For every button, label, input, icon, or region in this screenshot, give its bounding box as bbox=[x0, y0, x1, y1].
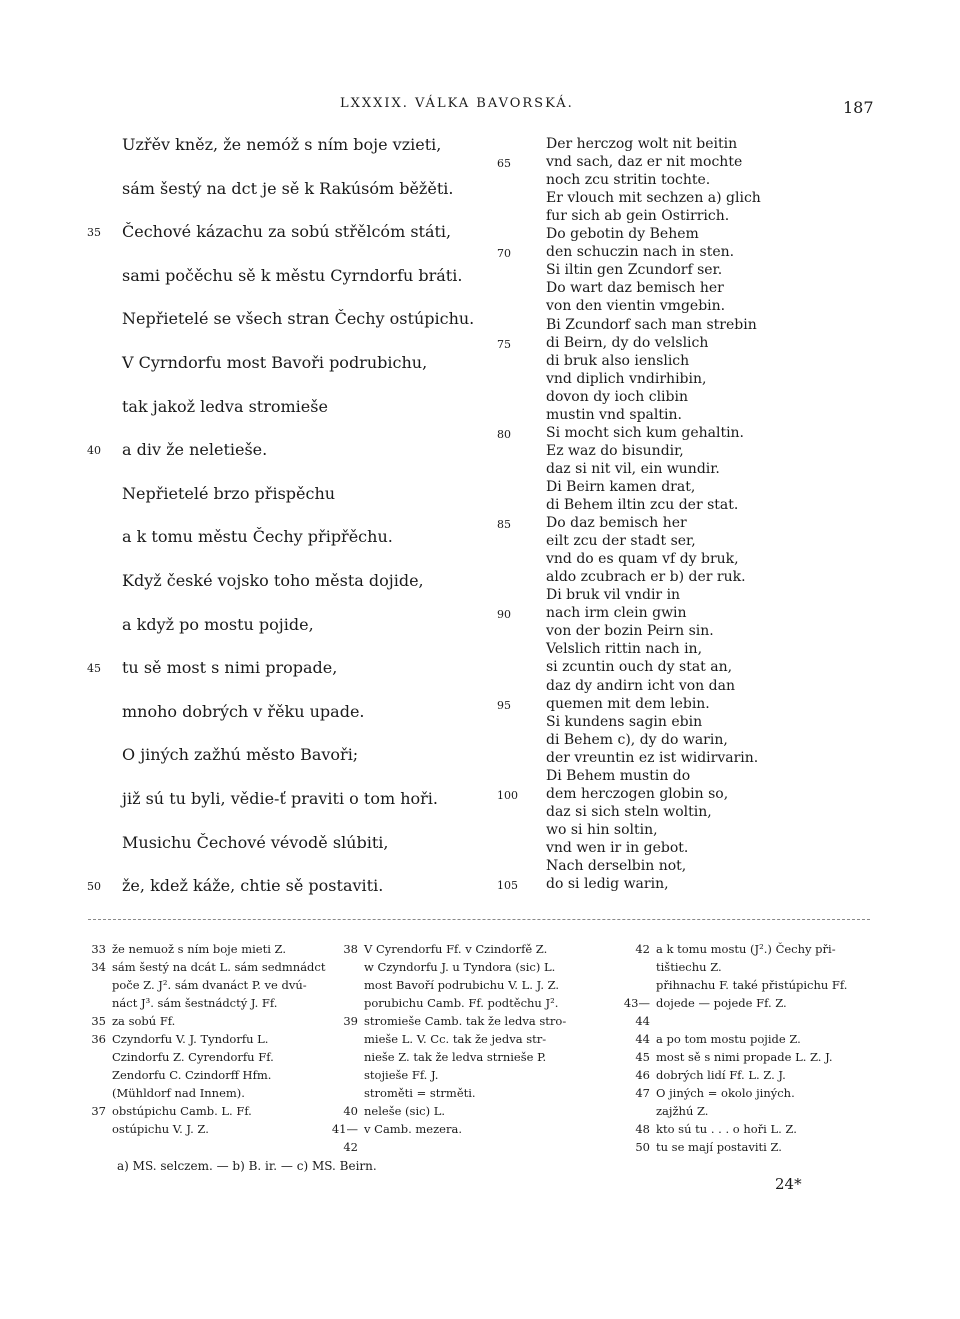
german-verse-line: vnd sach, daz er nit mochte bbox=[546, 154, 743, 171]
czech-verse-line: V Cyrndorfu most Bavoři podrubichu, bbox=[122, 353, 428, 372]
german-verse-line: Ez waz do bisundir, bbox=[546, 442, 684, 459]
footnote-line-ref: 41—42 bbox=[331, 1122, 358, 1154]
czech-verse-line: Čechové kázachu za sobú střělcóm státi, bbox=[122, 222, 452, 242]
german-verse-line: Si kundens sagin ebin bbox=[546, 713, 703, 730]
footnote-line-ref: 43—44 bbox=[623, 996, 650, 1028]
german-verse-line: den schuczin nach in sten. bbox=[546, 244, 735, 261]
footnote-line-ref: 35 bbox=[91, 1014, 106, 1028]
german-line-number: 65 bbox=[497, 157, 511, 171]
footnote-line-ref: 48 bbox=[635, 1122, 650, 1136]
german-line-number: 100 bbox=[497, 788, 518, 802]
german-verse-line: di bruk also ienslich bbox=[546, 352, 690, 369]
german-verse-line: Di bruk vil vndir in bbox=[546, 587, 681, 604]
footnote-entry bbox=[80, 1102, 330, 1138]
footnote-text: most sě s nimi propade L. Z. J. bbox=[656, 1050, 833, 1064]
german-verse-line: der vreuntin ez ist widirvarin. bbox=[546, 749, 759, 766]
footnote-entry bbox=[610, 1120, 880, 1138]
czech-verse-line: že, kdež káže, chtie sě postaviti. bbox=[122, 876, 384, 896]
footnote-text: tu se mají postaviti Z. bbox=[656, 1140, 782, 1154]
german-verse-line: mustin vnd spaltin. bbox=[546, 406, 682, 423]
footnote-entry bbox=[318, 1120, 618, 1156]
footnote-entry bbox=[610, 1066, 880, 1084]
czech-verse-line: Když české vojsko toho města dojide, bbox=[122, 571, 424, 590]
czech-verse-line: O jiných zažhú město Bavoři; bbox=[122, 745, 359, 765]
german-verse-line: di Behem c), dy do warin, bbox=[546, 731, 728, 748]
footnote-text: kto sú tu . . . o hoři L. Z. bbox=[656, 1122, 797, 1136]
footnotes-column-right bbox=[610, 940, 880, 1156]
footnote-text: neleše (sic) L. bbox=[364, 1104, 445, 1118]
footnote-text: a k tomu mostu (J².) Čechy při- tištiechu Z. přihnachu F. také přistúpichu Ff. bbox=[656, 942, 848, 992]
german-verse-line: fur sich ab gein Ostirrich. bbox=[546, 208, 730, 225]
german-verse-line: di Behem iltin zcu der stat. bbox=[546, 497, 739, 513]
german-verse-line: wo si hin soltin, bbox=[546, 821, 658, 838]
czech-line-number: 50 bbox=[87, 880, 101, 894]
footnote-line-ref: 36 bbox=[91, 1032, 106, 1046]
german-verse-line: von den vientin vmgebin. bbox=[546, 298, 726, 315]
footnote-text: obstúpichu Camb. L. Ff. ostúpichu V. J. Z. bbox=[112, 1104, 252, 1136]
footnote-line-ref: 37 bbox=[91, 1104, 106, 1118]
footnote-entry bbox=[610, 1030, 880, 1048]
footnote-entry bbox=[318, 1012, 618, 1102]
german-verse-line: Si mocht sich kum gehaltin. bbox=[546, 424, 745, 441]
german-verse-line: Der herczog wolt nit beitin bbox=[546, 136, 738, 152]
czech-verse-line: sám šestý na dct je sě k Rakúsóm běžěti. bbox=[122, 178, 454, 198]
footnote-line-ref: 47 bbox=[635, 1086, 650, 1100]
german-verse-line: daz si sich steln woltin, bbox=[546, 803, 712, 820]
footnote-text: sám šestý na dcát L. sám sedmnádct poče Z. J². sám dvanáct P. ve dvú- náct J³. sám šestnádctý J. Ff. bbox=[112, 960, 326, 1010]
czech-verse-line: již sú tu byli, vědie-ť praviti o tom hoři. bbox=[122, 789, 439, 808]
running-title: LXXXIX. VÁLKA BAVORSKÁ. bbox=[340, 96, 574, 111]
german-line-number: 75 bbox=[497, 337, 511, 351]
footnote-text: O jiných = okolo jiných. zajžhú Z. bbox=[656, 1086, 795, 1118]
footnote-text: Czyndorfu V. J. Tyndorfu L. Czindorfu Z. Cyrendorfu Ff. Zendorfu C. Czindorff Hfm. (Mühldorf nad Innem). bbox=[112, 1032, 274, 1100]
czech-verse-line: mnoho dobrých v řěku upade. bbox=[122, 701, 365, 721]
czech-line-number: 35 bbox=[87, 226, 101, 240]
german-verse-line: si zcuntin ouch dy stat an, bbox=[546, 659, 733, 676]
german-verse-line: Nach derselbin not, bbox=[546, 858, 687, 874]
sigla-note: a) MS. selczem. — b) B. ir. — c) MS. Beirn. bbox=[117, 1159, 377, 1173]
german-verse-line: von der bozin Peirn sin. bbox=[546, 623, 714, 640]
czech-verse-line: Musichu Čechové vévodě slúbiti, bbox=[122, 832, 389, 852]
footnote-line-ref: 46 bbox=[635, 1068, 650, 1082]
german-verse-line: Er vlouch mit sechzen a) glich bbox=[546, 190, 761, 207]
german-line-number: 80 bbox=[497, 427, 511, 441]
german-verse-line: daz dy andirn icht von dan bbox=[546, 677, 735, 694]
german-verse-line: dovon dy ioch clibin bbox=[546, 388, 688, 405]
german-verse-line: di Beirn, dy do velslich bbox=[546, 334, 709, 351]
german-verse-line: Velslich rittin nach in, bbox=[546, 641, 703, 658]
german-line-number: 90 bbox=[497, 608, 511, 622]
footnote-line-ref: 50 bbox=[635, 1140, 650, 1154]
german-verse-line: Bi Zcundorf sach man strebin bbox=[546, 316, 757, 333]
footnote-text: za sobú Ff. bbox=[112, 1014, 176, 1028]
footnote-entry bbox=[610, 994, 880, 1030]
footnote-entry bbox=[610, 940, 880, 994]
footnote-entry bbox=[80, 1030, 330, 1102]
czech-line-number: 40 bbox=[87, 444, 101, 458]
german-line-number: 105 bbox=[497, 879, 518, 893]
czech-verse-line: tu sě most s nimi propade, bbox=[122, 658, 338, 678]
footnote-text: a po tom mostu pojide Z. bbox=[656, 1032, 801, 1046]
german-verse-line: Do gebotin dy Behem bbox=[546, 226, 699, 243]
footnote-entry bbox=[318, 940, 618, 1012]
footnote-line-ref: 39 bbox=[343, 1014, 358, 1028]
czech-verse-line: tak jakož ledva stromieše bbox=[122, 396, 328, 416]
czech-verse-line: a div že neletieše. bbox=[122, 440, 268, 460]
german-line-number: 85 bbox=[497, 518, 511, 532]
german-verse-line: vnd wen ir in gebot. bbox=[546, 839, 689, 856]
german-line-number: 95 bbox=[497, 698, 511, 712]
czech-line-number: 45 bbox=[87, 662, 101, 676]
german-verse-line: Si iltin gen Zcundorf ser. bbox=[546, 262, 723, 279]
footnote-text: stromieše Camb. tak že ledva stro- mieše L. V. Cc. tak že jedva str- nieše Z. tak že ledva strnieše P. stojieše Ff. J. stroměti = strměti. bbox=[364, 1014, 567, 1100]
czech-verse-line: Uzřěv kněz, že nemóž s ním boje vzieti, bbox=[122, 135, 442, 154]
german-verse-line: vnd do es quam vf dy bruk, bbox=[546, 551, 739, 568]
german-verse-line: Di Beirn kamen drat, bbox=[546, 478, 696, 495]
footnote-entry bbox=[80, 940, 330, 958]
footnotes-column-left bbox=[80, 940, 330, 1138]
czech-verse-line: a k tomu městu Čechy připřěchu. bbox=[122, 527, 393, 547]
german-verse-line: noch zcu stritin tochte. bbox=[546, 172, 711, 189]
czech-verse-line: a když po mostu pojide, bbox=[122, 614, 314, 634]
footnote-line-ref: 42 bbox=[635, 942, 650, 956]
german-verse-line: dem herczogen globin so, bbox=[546, 785, 729, 802]
footnote-line-ref: 33 bbox=[91, 942, 106, 956]
czech-verse-line: sami počěchu sě k městu Cyrndorfu bráti. bbox=[122, 265, 463, 285]
german-verse-line: Do wart daz bemisch her bbox=[546, 280, 724, 297]
footnote-line-ref: 40 bbox=[343, 1104, 358, 1118]
footnote-text: dobrých lidí Ff. L. Z. J. bbox=[656, 1068, 786, 1082]
czech-verse-line: Nepřietelé brzo přispěchu bbox=[122, 483, 336, 503]
footnote-entry bbox=[610, 1084, 880, 1120]
footnote-line-ref: 38 bbox=[343, 942, 358, 956]
footnote-line-ref: 44 bbox=[635, 1032, 650, 1046]
footnote-text: V Cyrendorfu Ff. v Czindorfě Z. w Czyndorfu J. u Tyndora (sic) L. most Bavoří podrubichu V. L. J. Z. porubichu Camb. Ff. podtěchu J². bbox=[364, 942, 560, 1010]
footnote-divider bbox=[88, 919, 870, 920]
footnote-entry bbox=[80, 958, 330, 1012]
footnote-entry bbox=[610, 1048, 880, 1066]
footnote-line-ref: 45 bbox=[635, 1050, 650, 1064]
german-verse-line: do si ledig warin, bbox=[546, 876, 669, 893]
footnote-text: že nemuož s ním boje mieti Z. bbox=[112, 942, 286, 956]
printer-signature: 24* bbox=[775, 1175, 802, 1193]
german-verse-line: quemen mit dem lebin. bbox=[546, 695, 710, 712]
footnote-text: v Camb. mezera. bbox=[364, 1122, 462, 1136]
german-verse-line: Do daz bemisch her bbox=[546, 515, 687, 532]
footnote-text: dojede — pojede Ff. Z. bbox=[656, 996, 787, 1010]
footnote-entry bbox=[318, 1102, 618, 1120]
footnotes-column-middle bbox=[318, 940, 618, 1156]
german-line-number: 70 bbox=[497, 247, 511, 261]
german-verse-line: eilt zcu der stadt ser, bbox=[546, 533, 696, 550]
german-verse-line: vnd diplich vndirhibin, bbox=[546, 370, 707, 387]
german-verse-line: Di Behem mustin do bbox=[546, 767, 691, 784]
czech-verse-line: Nepřietelé se všech stran Čechy ostúpichu. bbox=[122, 309, 475, 329]
german-verse-line: daz si nit vil, ein wundir. bbox=[546, 460, 720, 477]
german-verse-line: aldo zcubrach er b) der ruk. bbox=[546, 569, 746, 586]
german-verse-line: nach irm clein gwin bbox=[546, 605, 687, 622]
footnote-line-ref: 34 bbox=[91, 960, 106, 974]
footnote-entry bbox=[80, 1012, 330, 1030]
footnote-entry bbox=[610, 1138, 880, 1156]
page-number: 187 bbox=[843, 98, 874, 117]
